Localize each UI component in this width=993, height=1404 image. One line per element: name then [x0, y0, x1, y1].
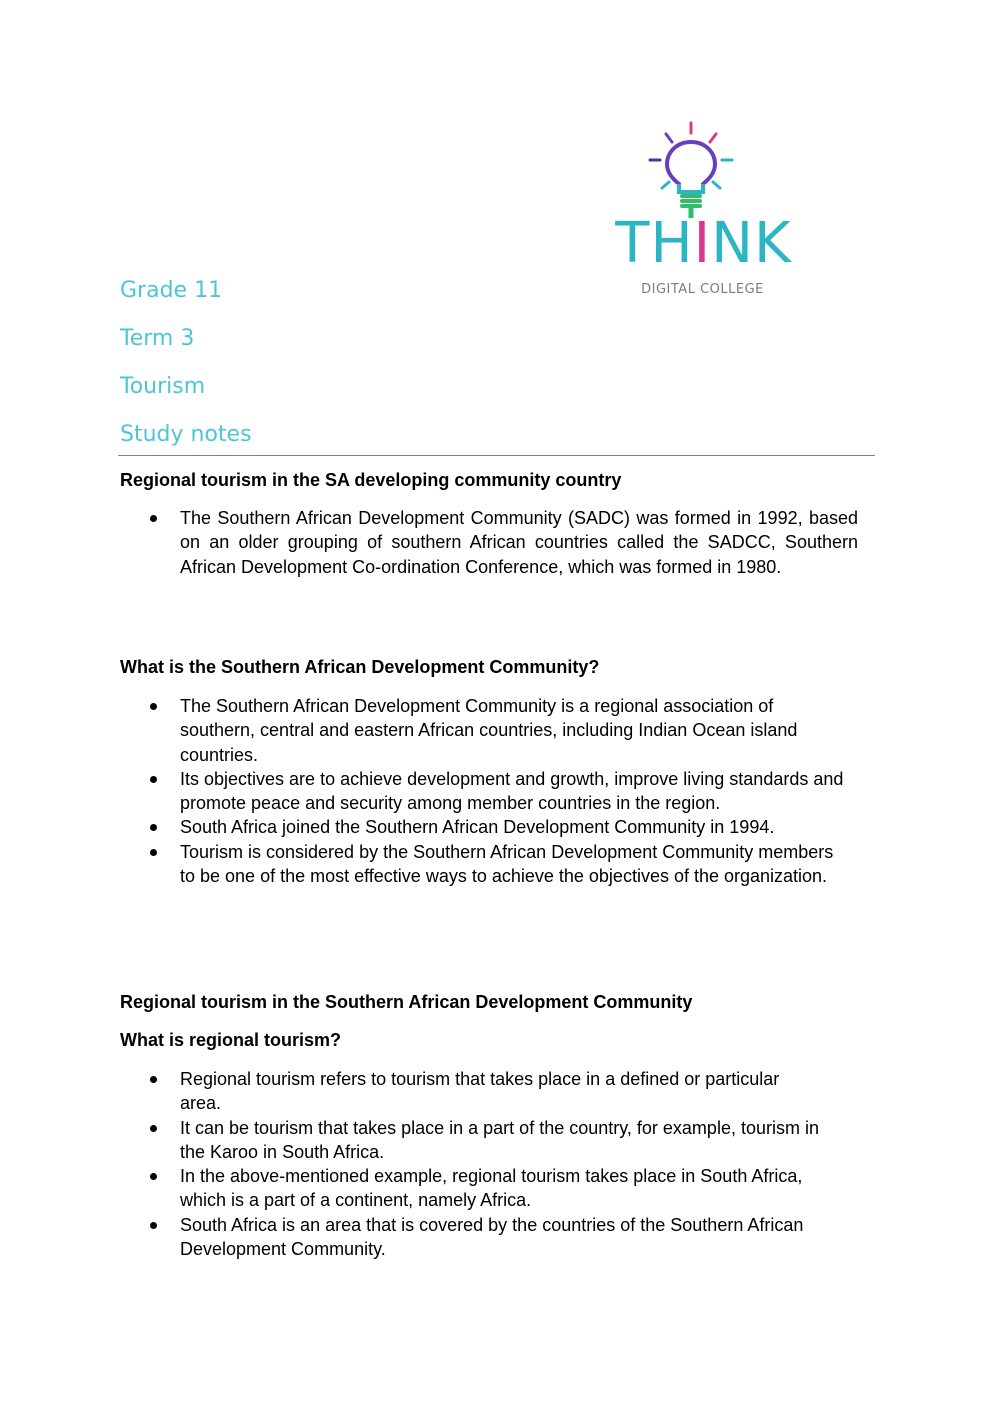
- bullet-icon: [150, 1076, 157, 1083]
- logo-wordmark: THINK: [615, 211, 792, 276]
- lightbulb-icon: [600, 118, 805, 218]
- list-item: Its objectives are to achieve development and growth, improve living standards and promote peace and security among member countries in the region.: [120, 767, 845, 816]
- bullet-icon: [150, 1173, 157, 1180]
- bullet-icon: [150, 703, 157, 710]
- bullet-list: [120, 1067, 820, 1261]
- section-heading: Regional tourism in the Southern African Development Community: [120, 992, 693, 1012]
- bullet-icon: [150, 1125, 157, 1132]
- bullet-list: [120, 506, 858, 579]
- list-item: The Southern African Development Community (SADC) was formed in 1992, based on an older grouping of southern African countries called the SADCC, Southern African Development Co-ordination Conference, which was formed in 1980.: [120, 506, 858, 579]
- subject-label: Tourism: [120, 374, 206, 399]
- section-heading: What is the Southern African Development Community?: [120, 657, 600, 677]
- list-item: Tourism is considered by the Southern African Development Community members to be one of the most effective ways to achieve the objectives of the organization.: [120, 840, 845, 889]
- list-item: It can be tourism that takes place in a part of the country, for example, tourism in the Karoo in South Africa.: [120, 1116, 820, 1165]
- bullet-icon: [150, 1222, 157, 1229]
- bullet-icon: [150, 824, 157, 831]
- bullet-icon: [150, 849, 157, 856]
- bullet-icon: [150, 776, 157, 783]
- header-divider: [118, 455, 875, 456]
- list-item: South Africa joined the Southern African Development Community in 1994.: [120, 815, 845, 839]
- list-item: In the above-mentioned example, regional tourism takes place in South Africa, which is a part of a continent, namely Africa.: [120, 1164, 820, 1213]
- list-item: South Africa is an area that is covered by the countries of the Southern African Development Community.: [120, 1213, 820, 1262]
- logo-subtitle: DIGITAL COLLEGE: [641, 282, 764, 297]
- term-label: Term 3: [120, 326, 195, 351]
- think-digital-college-logo: [600, 118, 805, 308]
- bullet-list: [120, 694, 845, 888]
- section-heading: What is regional tourism?: [120, 1030, 342, 1050]
- document-type-label: Study notes: [120, 422, 252, 447]
- list-item: The Southern African Development Community is a regional association of southern, central and eastern African countries, including Indian Ocean island countries.: [120, 694, 845, 767]
- section-heading: Regional tourism in the SA developing community country: [120, 470, 622, 490]
- grade-label: Grade 11: [120, 278, 223, 303]
- bullet-icon: [150, 515, 157, 522]
- list-item: Regional tourism refers to tourism that takes place in a defined or particular area.: [120, 1067, 820, 1116]
